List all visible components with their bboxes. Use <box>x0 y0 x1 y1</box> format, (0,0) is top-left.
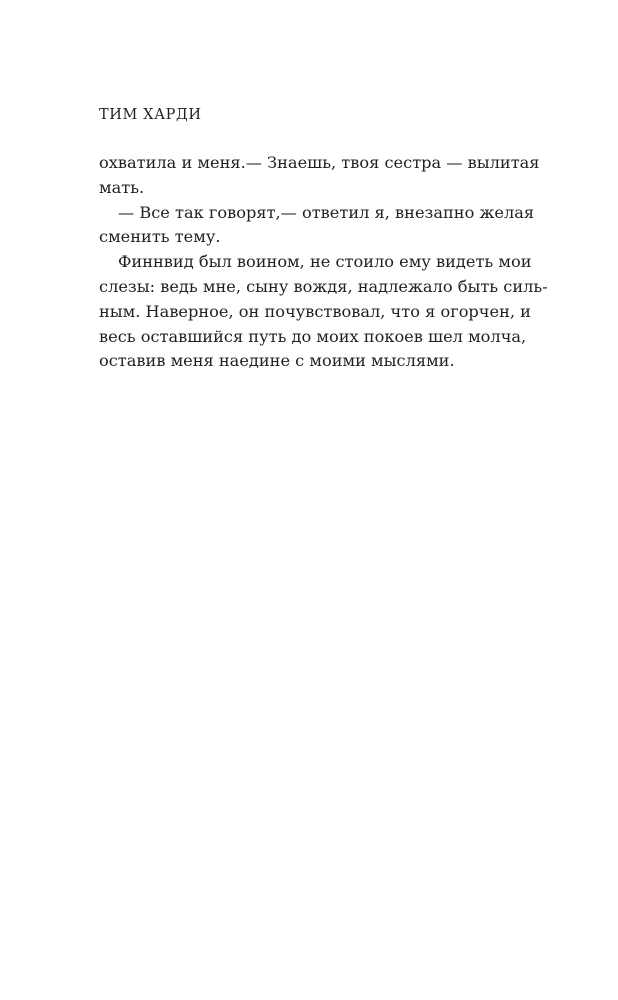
body-text <box>99 151 548 374</box>
text-line: весь оставшийся путь до моих покоев шел молча, <box>99 326 527 346</box>
text-line: слезы: ведь мне, сыну вождя, надлежало быть силь- <box>99 276 548 296</box>
text-line: охватила и меня.— Знаешь, твоя сестра — вылитая <box>99 153 540 172</box>
text-line: оставив меня наедине с моими мыслями. <box>99 351 455 371</box>
text-line: сменить тему. <box>99 227 221 247</box>
text-line: мать. <box>99 177 145 197</box>
running-head-author: ТИМ ХАРДИ <box>99 107 202 123</box>
text-line: ным. Наверное, он почувствовал, что я огорчен, и <box>99 301 531 321</box>
text-line: — Все так говорят,— ответил я, внезапно желая <box>118 202 535 222</box>
text-line: Финнвид был воином, не стоило ему видеть мои <box>118 252 532 272</box>
